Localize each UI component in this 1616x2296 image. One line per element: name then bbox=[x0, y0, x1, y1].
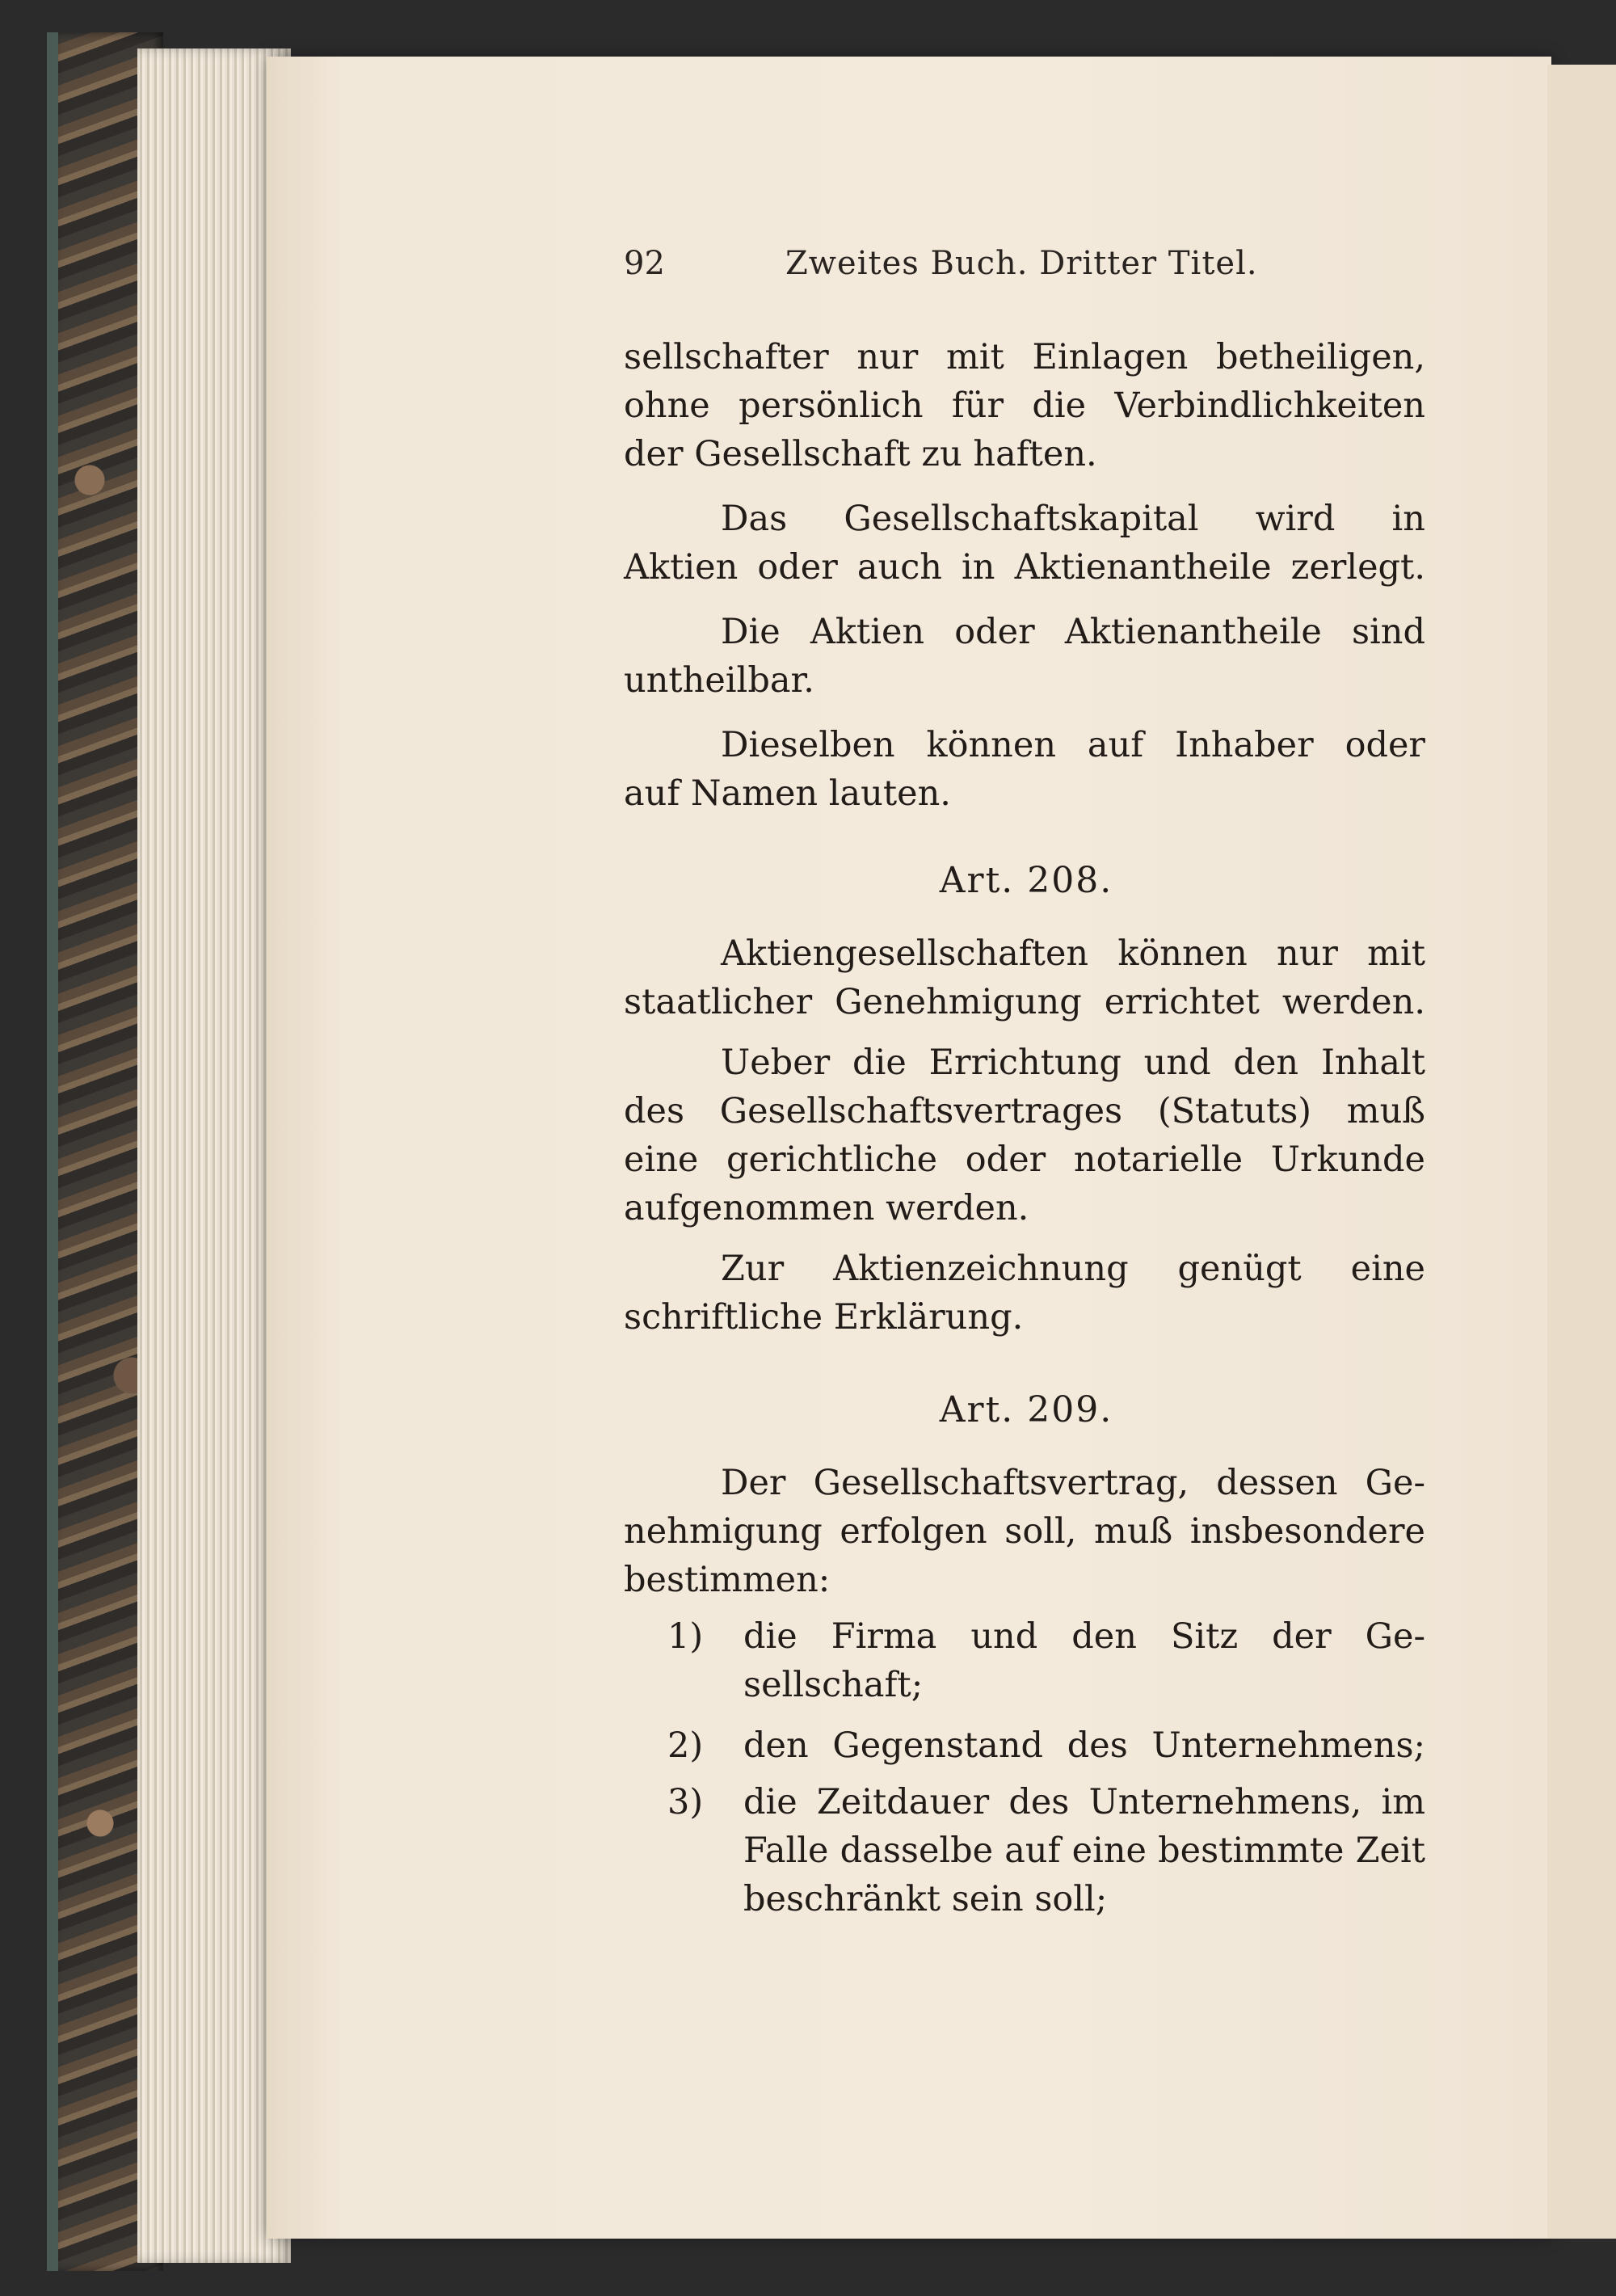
text-line: Zur Aktienzeichnung genügt eine bbox=[721, 1249, 1425, 1289]
article-heading-209: Art. 209. bbox=[939, 1389, 1113, 1430]
list-item-line: die Firma und den Sitz der Ge- bbox=[743, 1616, 1425, 1657]
text-line: ohne persönlich für die Verbindlichkeiten bbox=[624, 385, 1425, 426]
text-line: bestimmen: bbox=[624, 1560, 831, 1600]
text-line: untheilbar. bbox=[624, 660, 814, 701]
list-item-line: den Gegenstand des Unternehmens; bbox=[743, 1725, 1425, 1766]
page-number: 92 bbox=[624, 245, 665, 282]
text-line: sellschafter nur mit Einlagen betheiligen, bbox=[624, 337, 1425, 377]
page-header bbox=[624, 239, 1432, 288]
adjacent-page-edge bbox=[1547, 65, 1616, 2239]
list-item-line: die Zeitdauer des Unternehmens, im bbox=[743, 1782, 1425, 1822]
list-item-number: 1) bbox=[667, 1616, 704, 1657]
list-item-line: sellschaft; bbox=[743, 1665, 924, 1705]
list-item-number: 2) bbox=[667, 1725, 704, 1766]
running-head: Zweites Buch. Dritter Titel. bbox=[785, 245, 1258, 282]
text-line: staatlicher Genehmigung errichtet werden. bbox=[624, 982, 1425, 1022]
list-item-line: Falle dasselbe auf eine bestimmte Zeit bbox=[743, 1830, 1425, 1871]
text-line: eine gerichtliche oder notarielle Urkunde bbox=[624, 1140, 1425, 1180]
text-line: Aktiengesellschaften können nur mit bbox=[721, 933, 1425, 974]
list-item-number: 3) bbox=[667, 1782, 704, 1822]
text-line: Die Aktien oder Aktienantheile sind bbox=[721, 612, 1425, 652]
text-line: des Gesellschaftsvertrages (Statuts) muß bbox=[624, 1091, 1425, 1131]
text-line: Das Gesellschaftskapital wird in bbox=[721, 499, 1425, 539]
text-line: Aktien oder auch in Aktienantheile zerlegt. bbox=[624, 547, 1425, 588]
text-line: nehmigung erfolgen soll, muß insbesondere bbox=[624, 1511, 1425, 1552]
text-line: aufgenommen werden. bbox=[624, 1188, 1029, 1228]
text-line: auf Namen lauten. bbox=[624, 773, 951, 814]
list-item-line: beschränkt sein soll; bbox=[743, 1879, 1108, 1919]
article-heading-208: Art. 208. bbox=[939, 860, 1113, 901]
text-line: Der Gesellschaftsvertrag, dessen Ge- bbox=[721, 1463, 1425, 1503]
text-line: Dieselben können auf Inhaber oder bbox=[721, 725, 1425, 765]
text-line: schriftliche Erklärung. bbox=[624, 1297, 1024, 1338]
text-line: der Gesellschaft zu haften. bbox=[624, 434, 1097, 474]
text-line: Ueber die Errichtung und den Inhalt bbox=[721, 1043, 1425, 1083]
